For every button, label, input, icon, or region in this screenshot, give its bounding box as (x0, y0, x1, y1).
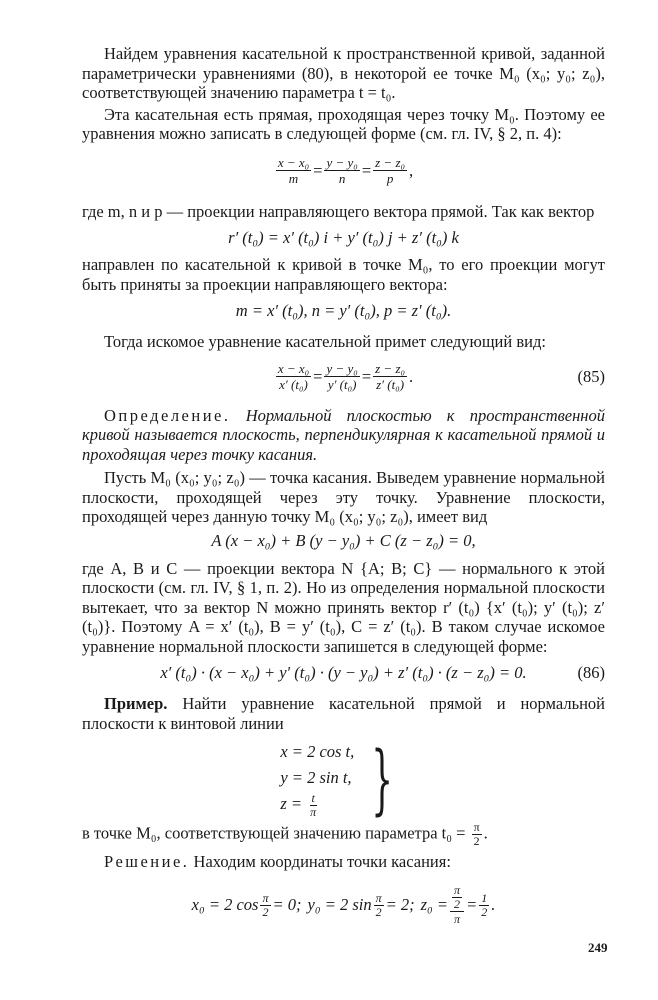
equation-number-85: (85) (577, 366, 605, 386)
fraction-z: $\frac{\text{z − z₀}}{p}$ (375, 155, 406, 186)
example-text: Найти уравнение касательной прямой и нормальной плоскости к винтовой линии (82, 694, 606, 733)
equation-coordinates: x₀ = 2 cos $\frac{\pi}{2}$ = 0; y₀ = 2 sin $\frac{\pi}{2}$ = 2; z₀ = $\frac{\frac{\pi}{2}}{\pi}$ = $\frac{1}{2}$ . (191, 883, 496, 927)
equation-86: x′ (t₀) · (x − x₀) + y′ (t₀) · (y − y₀) + z′ (t₀) · (z − z₀) = 0. (86) (160, 663, 605, 682)
page-number: 249 (588, 940, 608, 955)
paragraph-direction: направлен по касательной к кривой в точке M₀, то его проекции могут быть приняты за проекции направляющего вектора: (82, 255, 605, 294)
fraction-z-85: $\frac{\text{z − z₀}}{\text{z′ (t₀)}}$ (375, 361, 406, 392)
paragraph-tangent-line: Эта касательная есть прямая, проходящая через точку M₀. Поэтому ее уравнения можно записать в следующей форме (см. гл. IV, § 2, п. 4): (82, 104, 605, 143)
paragraph-intro: Найдем уравнения касательной к пространственной кривой, заданной параметрически уравнениями (80), в некоторой ее точке M₀ (x₀; y₀; z₀), соответствующей значению параметра t = t₀. (82, 44, 605, 102)
paragraph-normal-plane: Пусть M₀ (x₀; y₀; z₀) — точка касания. Выведем уравнение нормальной плоскости, проходящей через эту точку. Уравнение плоскости, проходящей через данную точку M₀ (x₀; y₀; z₀), имеет вид (82, 468, 605, 526)
fraction-x-85: $\frac{\text{x − x₀}}{\text{x′ (t₀)}}$ (277, 361, 310, 392)
equation-canonical-line: $\frac{\text{x − x₀}}{m}$ = $\frac{\text{y − y₀}}{n}$ = $\frac{\text{z − z₀}}{p}$ , (277, 155, 414, 186)
paragraph-solution (82, 852, 605, 872)
fraction-y: $\frac{\text{y − y₀}}{n}$ (326, 155, 358, 186)
equation-number-86: (86) (577, 663, 605, 682)
definition-label: Определение. (104, 405, 231, 425)
example-label: Пример. (104, 694, 168, 713)
paragraph-example (82, 694, 605, 733)
page-content (82, 44, 605, 935)
definition-text: Нормальной плоскостью к пространственной кривой называется плоскость, перпендикулярная к касательной прямой и проходящая через точку касания. (82, 405, 605, 464)
helix-system (82, 733, 605, 823)
solution-text: Находим координаты точки касания: (193, 851, 451, 871)
helix-z: z = $\frac{t}{\pi}$ (280, 790, 317, 819)
helix-y: y = 2 sin t, (280, 768, 352, 787)
equation-vector: r′ (t₀) = x′ (t₀) i + y′ (t₀) j + z′ (t₀) k (228, 228, 459, 247)
fraction-y-85: $\frac{\text{y − y₀}}{\text{y′ (t₀)}}$ (326, 361, 358, 392)
fraction-x: $\frac{\text{x − x₀}}{m}$ (277, 155, 310, 186)
paragraph-definition (82, 406, 605, 465)
paragraph-normal-vector: где A, B и C — проекции вектора N {A; B; C} — нормального к этой плоскости (см. гл. IV, § 1, п. 2). Но из определения нормальной плоскости вытекает, что за вектор N можно принять вектор r′ (t₀) {x′ (t₀); y′ (t₀); z′ (t₀)}. Поэтому A = x′ (t₀), B = y′ (t₀), C = z′ (t₀). В таком случае искомое уравнение нормальной плоскости запишется в следующей форме: (82, 558, 605, 656)
paragraph-point: в точке M₀, соответствующей значению параметра t₀ = $\frac{\pi}{2}$ . (82, 819, 488, 848)
solution-label: Решение. (104, 851, 190, 871)
paragraph-projections: где m, n и p — проекции направляющего вектора прямой. Так как вектор (82, 201, 595, 221)
equation-projections: m = x′ (t₀), n = y′ (t₀), p = z′ (t₀). (235, 301, 452, 320)
helix-x: x = 2 cos t, (280, 742, 355, 761)
right-brace: } (371, 733, 394, 823)
paragraph-tangent-form: Тогда искомое уравнение касательной примет следующий вид: (104, 332, 546, 351)
equation-85: $\frac{\text{x − x₀}}{\text{x′ (t₀)}}$ = $\frac{\text{y − y₀}}{\text{y′ (t₀)}}$ = $\frac{\text{z − z₀}}{\text{z′ (t₀)}}$ . (85) (277, 361, 605, 392)
equation-plane: A (x − x₀) + B (y − y₀) + C (z − z₀) = 0, (211, 530, 476, 550)
